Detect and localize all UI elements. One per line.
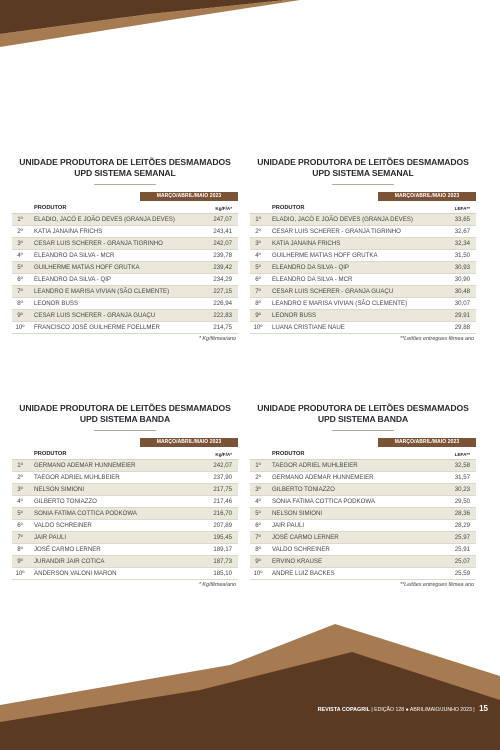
panel-title — [12, 157, 238, 179]
producer-cell: GUILHERME MATIAS HOFF GRUTKA — [266, 250, 440, 262]
table-header — [250, 449, 476, 460]
panel-title-line1: UNIDADE PRODUTORA DE LEITÕES DESMAMADOS — [257, 403, 469, 413]
producer-cell: GERMANO ADEMAR HUNNEMEIER — [266, 472, 440, 484]
rank-cell: 1º — [250, 460, 266, 472]
col-producer: PRODUTOR — [250, 449, 440, 460]
rank-cell: 1º — [250, 214, 266, 226]
ranking-table — [250, 449, 476, 580]
panel-title-line1: UNIDADE PRODUTORA DE LEITÕES DESMAMADOS — [19, 403, 231, 413]
producer-cell: ELADIO, JACÓ E JOÃO DEVES (GRANJA DEVES) — [266, 214, 440, 226]
value-cell: 29,91 — [440, 310, 476, 322]
producer-cell: ELEANDRO DA SILVA - QIP — [28, 274, 202, 286]
value-cell: 29,50 — [440, 496, 476, 508]
value-cell: 243,41 — [202, 226, 238, 238]
table-row — [250, 556, 476, 568]
table-row — [250, 472, 476, 484]
producer-cell: GERMANO ADEMAR HUNNEMEIER — [28, 460, 202, 472]
producer-cell: NELSON SIMIONI — [266, 508, 440, 520]
table-row — [12, 556, 238, 568]
rank-cell: 10º — [12, 322, 28, 334]
value-cell: 217,46 — [202, 496, 238, 508]
page-number: 15 — [479, 704, 488, 713]
table-row — [12, 238, 238, 250]
edition-info: | EDIÇÃO 128 ● ABRIL/MAIO/JUNHO 2023 | — [371, 707, 475, 713]
table-row — [12, 286, 238, 298]
producer-cell: VALDO SCHREINER — [266, 544, 440, 556]
col-producer: PRODUTOR — [250, 203, 440, 214]
table-row — [12, 532, 238, 544]
producer-cell: ELEANDRO DA SILVA - MCR — [266, 274, 440, 286]
rank-cell: 2º — [12, 472, 28, 484]
table-row — [12, 520, 238, 532]
value-cell: 226,94 — [202, 298, 238, 310]
producer-cell: ELEANDRO DA SILVA - QIP — [266, 262, 440, 274]
ranking-panel-semanal-lefa — [250, 157, 476, 342]
rank-cell: 3º — [250, 238, 266, 250]
producer-cell: ANDRE LUIZ BACKES — [266, 568, 440, 580]
table-row — [250, 322, 476, 334]
value-cell: 237,90 — [202, 472, 238, 484]
title-underline — [94, 184, 156, 185]
rank-cell: 6º — [12, 274, 28, 286]
rank-cell: 2º — [12, 226, 28, 238]
magazine-name: REVISTA COPAGRIL — [317, 707, 370, 713]
producer-cell: GUILHERME MATIAS HOFF GRUTKA — [28, 262, 202, 274]
rank-cell: 6º — [250, 520, 266, 532]
table-row — [250, 508, 476, 520]
rank-cell: 10º — [250, 322, 266, 334]
table-row — [250, 214, 476, 226]
page-footer — [318, 704, 488, 715]
table-header — [250, 203, 476, 214]
rank-cell: 4º — [12, 496, 28, 508]
producer-cell: ELEANDRO DA SILVA - MCR — [28, 250, 202, 262]
producer-cell: LEONOR BUSS — [28, 298, 202, 310]
rank-cell: 8º — [250, 298, 266, 310]
table-row — [250, 460, 476, 472]
table-row — [250, 298, 476, 310]
rank-cell: 10º — [12, 568, 28, 580]
footnote: * Kg/fêmea/ano — [198, 336, 236, 342]
table-row — [12, 472, 238, 484]
rank-cell: 5º — [250, 262, 266, 274]
ranking-table — [250, 203, 476, 334]
value-cell: 187,73 — [202, 556, 238, 568]
panel-title-line2: UPD SISTEMA SEMANAL — [312, 168, 414, 178]
ranking-table — [12, 203, 238, 334]
value-cell: 189,17 — [202, 544, 238, 556]
producer-cell: NELSON SIMIONI — [28, 484, 202, 496]
title-underline — [332, 184, 394, 185]
rank-cell: 10º — [250, 568, 266, 580]
title-underline — [94, 430, 156, 431]
value-cell: 25,97 — [440, 532, 476, 544]
producer-cell: GILBERTO TONIAZZO — [28, 496, 202, 508]
rank-cell: 7º — [250, 532, 266, 544]
rank-cell: 5º — [12, 262, 28, 274]
producer-cell: LEANDRO E MARISA VIVIAN (SÃO CLEMENTE) — [28, 286, 202, 298]
footnote: **Leitões entregues fêmea ano — [399, 582, 474, 588]
table-row — [250, 532, 476, 544]
producer-cell: ELADIO, JACÓ E JOÃO DEVES (GRANJA DEVES) — [28, 214, 202, 226]
producer-cell: SONIA FATIMA COTTICA PODKOWA — [28, 508, 202, 520]
producer-cell: LEANDRO E MARISA VIVIAN (SÃO CLEMENTE) — [266, 298, 440, 310]
period-badge: MARÇO/ABRIL/MAIO 2023 — [378, 438, 476, 447]
panel-title-line1: UNIDADE PRODUTORA DE LEITÕES DESMAMADOS — [19, 157, 231, 167]
table-row — [12, 496, 238, 508]
period-badge: MARÇO/ABRIL/MAIO 2023 — [140, 192, 238, 201]
value-cell: 207,89 — [202, 520, 238, 532]
rank-cell: 2º — [250, 226, 266, 238]
value-cell: 30,07 — [440, 298, 476, 310]
producer-cell: CESAR LUIS SCHERER - GRANJA TIGRINHO — [266, 226, 440, 238]
table-row — [250, 544, 476, 556]
producer-cell: JAIR PAULI — [28, 532, 202, 544]
table-row — [250, 310, 476, 322]
value-cell: 32,58 — [440, 460, 476, 472]
rank-cell: 8º — [12, 544, 28, 556]
table-row — [12, 460, 238, 472]
table-row — [250, 568, 476, 580]
ranking-panel-banda-kg — [12, 403, 238, 588]
producer-cell: TAEGOR ADRIEL MUHLBEIER — [28, 472, 202, 484]
table-row — [12, 484, 238, 496]
value-cell: 242,07 — [202, 460, 238, 472]
value-cell: 234,29 — [202, 274, 238, 286]
rank-cell: 3º — [250, 484, 266, 496]
table-row — [12, 310, 238, 322]
table-row — [12, 226, 238, 238]
panel-title — [12, 403, 238, 425]
value-cell: 32,67 — [440, 226, 476, 238]
ranking-panel-banda-lefa — [250, 403, 476, 588]
period-badge: MARÇO/ABRIL/MAIO 2023 — [140, 438, 238, 447]
panel-title-line2: UPD SISTEMA SEMANAL — [74, 168, 176, 178]
value-cell: 31,50 — [440, 250, 476, 262]
rank-cell: 9º — [12, 310, 28, 322]
col-value: Kg/F/A* — [202, 449, 238, 460]
value-cell: 29,88 — [440, 322, 476, 334]
value-cell: 30,90 — [440, 274, 476, 286]
rank-cell: 5º — [12, 508, 28, 520]
table-row — [12, 214, 238, 226]
producer-cell: SONIA FATIMA COTTICA PODKOWA — [266, 496, 440, 508]
table-row — [250, 286, 476, 298]
value-cell: 227,15 — [202, 286, 238, 298]
table-row — [12, 250, 238, 262]
value-cell: 239,78 — [202, 250, 238, 262]
value-cell: 28,29 — [440, 520, 476, 532]
value-cell: 25,91 — [440, 544, 476, 556]
panel-title-line1: UNIDADE PRODUTORA DE LEITÕES DESMAMADOS — [257, 157, 469, 167]
producer-cell: ANDERSON VALONI MARON — [28, 568, 202, 580]
rank-cell: 9º — [12, 556, 28, 568]
value-cell: 32,34 — [440, 238, 476, 250]
rank-cell: 6º — [12, 520, 28, 532]
producer-cell: JAIR PAULI — [266, 520, 440, 532]
table-row — [250, 520, 476, 532]
table-row — [250, 250, 476, 262]
value-cell: 33,65 — [440, 214, 476, 226]
rank-cell: 7º — [12, 286, 28, 298]
period-badge: MARÇO/ABRIL/MAIO 2023 — [378, 192, 476, 201]
producer-cell: FRANCISCO JOSÉ GUILHERME FOELLMER — [28, 322, 202, 334]
value-cell: 242,07 — [202, 238, 238, 250]
col-value: LEFA** — [440, 449, 476, 460]
table-row — [250, 496, 476, 508]
value-cell: 30,93 — [440, 262, 476, 274]
value-cell: 222,83 — [202, 310, 238, 322]
value-cell: 216,70 — [202, 508, 238, 520]
table-row — [250, 274, 476, 286]
table-row — [12, 274, 238, 286]
rank-cell: 8º — [250, 544, 266, 556]
col-value: LEFA** — [440, 203, 476, 214]
table-row — [12, 322, 238, 334]
value-cell: 247,07 — [202, 214, 238, 226]
title-underline — [332, 430, 394, 431]
producer-cell: VALDO SCHREINER — [28, 520, 202, 532]
rank-cell: 5º — [250, 508, 266, 520]
producer-cell: KATIA JANAINA FRICHS — [266, 238, 440, 250]
table-row — [12, 568, 238, 580]
value-cell: 214,75 — [202, 322, 238, 334]
rank-cell: 1º — [12, 214, 28, 226]
table-row — [250, 238, 476, 250]
panel-title-line2: UPD SISTEMA BANDA — [317, 414, 409, 424]
producer-cell: TAEGOR ADRIEL MUHLBEIER — [266, 460, 440, 472]
col-producer: PRODUTOR — [12, 203, 202, 214]
table-row — [12, 508, 238, 520]
value-cell: 185,10 — [202, 568, 238, 580]
producer-cell: CESAR LUIS SCHERER - GRANJA TIGRINHO — [28, 238, 202, 250]
table-row — [250, 484, 476, 496]
producer-cell: CESAR LUIS SCHERER - GRANJA GUAÇU — [28, 310, 202, 322]
rank-cell: 1º — [12, 460, 28, 472]
producer-cell: KATIA JANAINA FRICHS — [28, 226, 202, 238]
table-row — [250, 226, 476, 238]
panel-title-line2: UPD SISTEMA BANDA — [79, 414, 171, 424]
table-row — [12, 544, 238, 556]
rank-cell: 9º — [250, 310, 266, 322]
rank-cell: 4º — [250, 250, 266, 262]
value-cell: 239,42 — [202, 262, 238, 274]
producer-cell: GILBERTO TONIAZZO — [266, 484, 440, 496]
ranking-panel-semanal-kg — [12, 157, 238, 342]
rank-cell: 8º — [12, 298, 28, 310]
producer-cell: JURANDIR JAIR COTICA — [28, 556, 202, 568]
rank-cell: 9º — [250, 556, 266, 568]
producer-cell: JOSÉ CARMO LERNER — [266, 532, 440, 544]
rank-cell: 7º — [250, 286, 266, 298]
footnote: * Kg/fêmea/ano — [198, 582, 236, 588]
col-value: Kg/F/A* — [202, 203, 238, 214]
rank-cell: 3º — [12, 484, 28, 496]
rank-cell: 7º — [12, 532, 28, 544]
producer-cell: JOSÉ CARMO LERNER — [28, 544, 202, 556]
value-cell: 28,36 — [440, 508, 476, 520]
value-cell: 30,23 — [440, 484, 476, 496]
rank-cell: 6º — [250, 274, 266, 286]
ranking-table — [12, 449, 238, 580]
producer-cell: LUANA CRISTIANE NAUE — [266, 322, 440, 334]
rank-cell: 4º — [12, 250, 28, 262]
col-producer: PRODUTOR — [12, 449, 202, 460]
value-cell: 30,48 — [440, 286, 476, 298]
producer-cell: ERVINO KRAUSE — [266, 556, 440, 568]
producer-cell: CESAR LUIS SCHERER - GRANJA GUAÇU — [266, 286, 440, 298]
table-header — [12, 449, 238, 460]
table-row — [250, 262, 476, 274]
value-cell: 25,07 — [440, 556, 476, 568]
value-cell: 217,75 — [202, 484, 238, 496]
value-cell: 25,59 — [440, 568, 476, 580]
table-row — [12, 262, 238, 274]
panel-title — [250, 157, 476, 179]
table-row — [12, 298, 238, 310]
producer-cell: LEONOR BUSS — [266, 310, 440, 322]
panel-title — [250, 403, 476, 425]
rank-cell: 3º — [12, 238, 28, 250]
rank-cell: 4º — [250, 496, 266, 508]
rank-cell: 2º — [250, 472, 266, 484]
footnote: **Leitões entregues fêmea ano — [399, 336, 474, 342]
value-cell: 31,57 — [440, 472, 476, 484]
table-header — [12, 203, 238, 214]
value-cell: 195,45 — [202, 532, 238, 544]
